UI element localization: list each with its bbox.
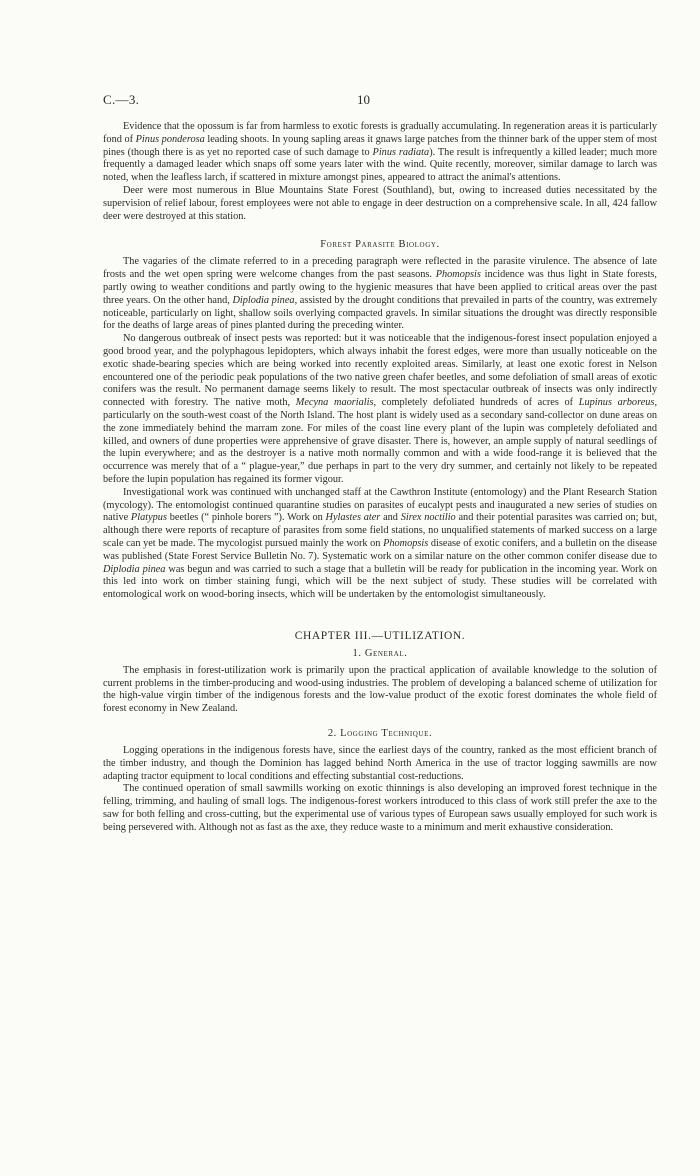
paragraph-deer: Deer were most numerous in Blue Mountains State Forest (Southland), but, owing to increased duties necessitated by the supervision of relief labour, forest employees were not able to engage in deer destruction on a comprehensive scale. In all, 424 fallow deer were destroyed at this station. <box>103 184 657 222</box>
paragraph-insect-pests: No dangerous outbreak of insect pests was reported: but it was noticeable that the indigenous-forest insect population enjoyed a good brood year, and the polyphagous lepidopters, which always inhabit the forest edges, were more than usually noticeable on the exotic shade-bearing species which are being worked into recently exploited areas. Similarly, at least one exotic forest in Nelson encountered one of the periodic peak populations of the two native green chafer beetles, and some defoliation of small areas of exotic conifers was the result. No permanent damage seems likely to result. The most spectacular outbreak of insects was only indirectly connected with forestry. The native moth, Mecyna maorialis, completely defoliated hundreds of acres of Lupinus arboreus, particularly on the south-west coast of the North Island. The host plant is widely used as a secondary sand-collector on dune areas on the zone immediately behind the marram zone. For miles of the coast line every plant of the lupin was completely defoliated and killed, and owners of dune properties were apprehensive of grave disaster. There is, however, an ample supply of natural seedlings of the lupin everywhere; and as the destroyer is a native moth normally common and with a wide food-range it is believed that the occurrence was merely that of a “ plague-year,” due perhaps in part to the very dry summer, and certainly not likely to be repeated before the lupin population has regained its former vigour. <box>103 333 658 485</box>
section-heading-logging-technique: 2. Logging Technique. <box>327 728 433 740</box>
paragraph-small-sawmills: The continued operation of small sawmills working on exotic thinnings is also developing an improved forest technique in the felling, trimming, and hauling of small logs. The indigenous-forest workers introduced to this class of work still prefer the axe to the saw for both felling and cross-cutting, but the experimental use of various types of European saws usually employed for such work is being persevered with. Although not as fast as the axe, they reduce waste to a minimum and merit exhaustive consideration. <box>103 783 657 833</box>
page-number: 10 <box>357 92 370 107</box>
paragraph-general: The emphasis in forest-utilization work is primarily upon the practical application of available knowledge to the solution of current problems in the timber-producing and wood-using industries. The problem of developing a balanced scheme of utilization for the high-value virgin timber of the indigenous forests and the low-value product of the exotic forest dominates the whole field of forest economy in New Zealand. <box>103 664 657 715</box>
paragraph-opossum: Evidence that the opossum is far from harmless to exotic forests is gradually accumulating. In regeneration areas it is particularly fond of Pinus ponderosa leading shoots. In young sapling areas it gnaws large patches from the thinner bark of the upper stem of most pines (though there is as yet no reported case of such damage to Pinus radiata). The result is infrequently a killed leader; much more frequently a damaged leader which snaps off some years later with the wind. Quite recently, moreover, similar damage to larch was noted, when the leafless larch, if scattered in mixture amongst pines, appeared to attract the animal's attentions. <box>103 121 658 184</box>
paragraph-logging-operations: Logging operations in the indigenous forests have, since the earliest days of the country, ranked as the most efficient branch of the timber industry, and though the Dominion has lagged behind North America in the use of tractor logging sawmills are now adapting tractor equipment to local conditions and effecting substantial cost-reductions. <box>103 745 657 782</box>
document-reference: C.—3. <box>103 92 140 107</box>
chapter-title: CHAPTER III.—UTILIZATION. <box>294 629 466 642</box>
section-heading-general: 1. General. <box>352 647 408 659</box>
paragraph-investigational-work: Investigational work was continued with unchanged staff at the Cawthron Institute (entomology) and the Plant Research Station (mycology). The entomologist continued quarantine studies on parasites of eucalypt pests and inaugurated a new series of studies on native Platypus beetles (“ pinhole borers ”). Work on Hylastes ater and Sirex noctilio and their potential parasites was carried on; but, although there were reports of recapture of parasites from some field stations, no unqualified statements of marked success on a large scale can yet be made. The mycologist pursued mainly the work on Phomopsis disease of exotic conifers, and a bulletin on the disease was published (State Forest Service Bulletin No. 7). Systematic work on a similar nature on the other common conifer disease due to Diplodia pinea was begun and was carried to such a stage that a bulletin will be ready for publication in the incoming year. Work on this led into work on timber staining fungi, which will be the next subject of study. These studies will be correlated with entomological work on wood-boring insects, which will be undertaken by the entomologist simultaneously. <box>103 486 658 601</box>
paragraph-climate-virulence: The vagaries of the climate referred to in a preceding paragraph were reflected in the parasite virulence. The absence of late frosts and the wet open spring were welcome changes from the past seasons. Phomopsis incidence was thus light in State forests, partly owing to weather conditions and partly owing to the hygienic measures that have been applied to critical areas over the past three years. On the other hand, Diplodia pinea, assisted by the drought conditions that prevailed in parts of the country, was extremely noticeable, particularly on light, shallow soils overlying compacted gravels. In similar situations the drought was directly responsible for the deaths of large areas of pines planted during the preceding winter. <box>103 256 658 332</box>
page-body <box>103 121 657 835</box>
section-heading-parasite-biology: Forest Parasite Biology. <box>320 239 440 251</box>
